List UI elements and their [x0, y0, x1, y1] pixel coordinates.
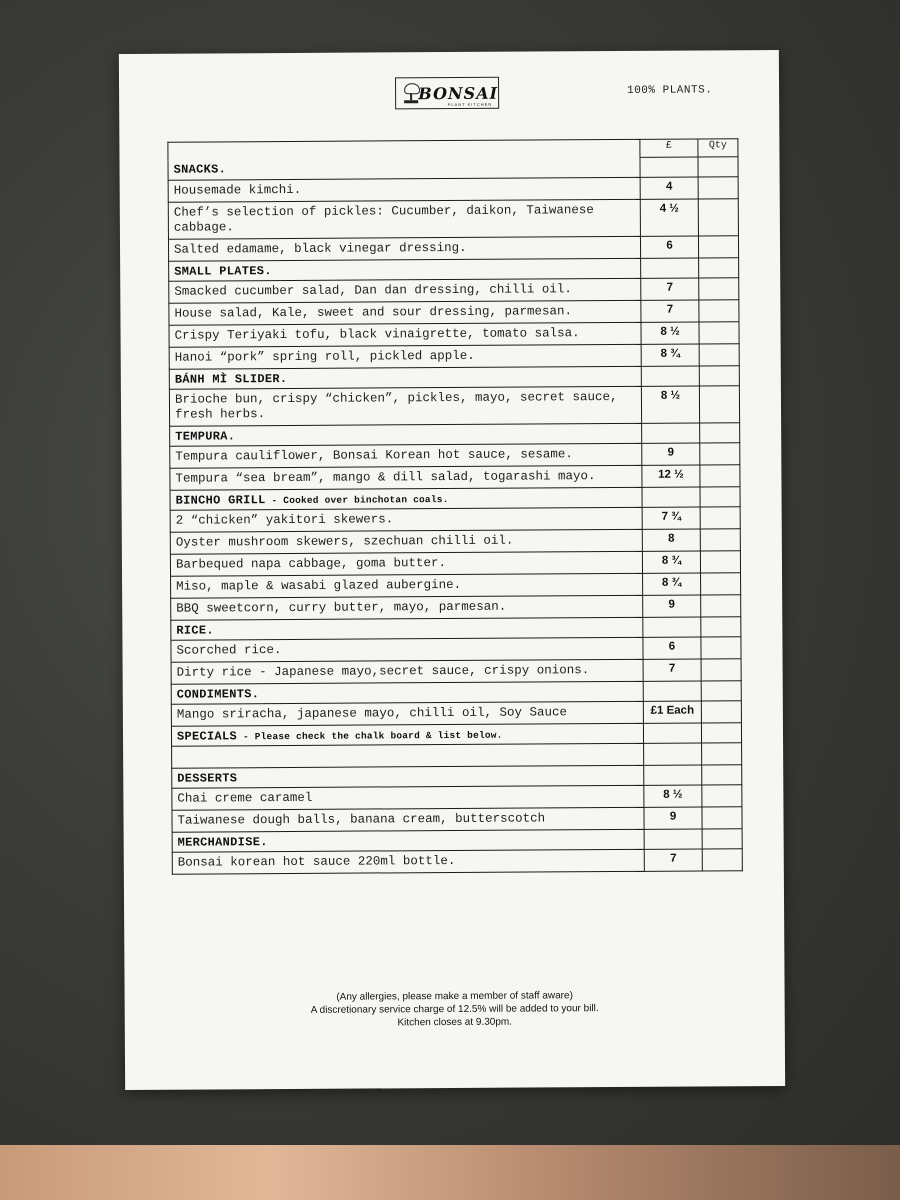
service-charge-note: A discretionary service charge of 12.5% will be added to your bill. — [310, 1003, 599, 1016]
menu-item-name: Chai creme caramel — [172, 785, 644, 810]
menu-item-name: Salted edamame, black vinegar dressing. — [168, 236, 640, 261]
section-title-text: SNACKS. — [173, 162, 227, 177]
section-title-text: SPECIALS — [176, 728, 238, 744]
section-note: - Please check the chalk board & list below. — [236, 729, 503, 742]
section-title-text: BINCHO GRILL — [175, 492, 266, 508]
section-qty-cell — [702, 765, 742, 785]
menu-item-row — [172, 849, 742, 874]
menu-item-name: Barbequed napa cabbage, goma butter. — [170, 551, 642, 576]
menu-item-qty-box[interactable] — [698, 199, 738, 236]
section-title-text: BÁNH MÌ SLIDER. — [174, 371, 288, 387]
menu-item-price: 4 — [640, 177, 698, 199]
menu-table — [167, 138, 742, 874]
section-qty-cell — [699, 258, 739, 278]
floor-background — [0, 1145, 900, 1200]
menu-item-price: 12 ½ — [642, 465, 700, 487]
allergy-note: (Any allergies, please make a member of staff aware) — [336, 990, 573, 1003]
menu-item-name: Smacked cucumber salad, Dan dan dressing, chilli oil. — [169, 278, 641, 303]
section-price-cell — [644, 829, 702, 849]
section-price-cell — [642, 423, 700, 443]
menu-item-qty-box[interactable] — [699, 344, 739, 366]
menu-item-price: £1 Each — [643, 701, 701, 723]
menu-footer — [125, 988, 785, 1031]
section-title-text: RICE. — [176, 622, 214, 638]
kitchen-hours-note: Kitchen closes at 9.30pm. — [397, 1016, 513, 1029]
menu-item-qty-box[interactable] — [698, 236, 738, 258]
menu-item-qty-box[interactable] — [700, 465, 740, 487]
section-qty-cell — [701, 617, 741, 637]
section-qty-cell — [702, 829, 742, 849]
menu-item-name: BBQ sweetcorn, curry butter, mayo, parmesan. — [171, 595, 643, 620]
menu-item-price: 9 — [642, 443, 700, 465]
section-title-text: SMALL PLATES. — [174, 263, 272, 279]
section-price-cell — [643, 617, 701, 637]
menu-item-price: 6 — [643, 637, 701, 659]
menu-item-price: 8 ½ — [641, 322, 699, 344]
section-qty-cell — [698, 157, 738, 177]
section-price-cell — [644, 765, 702, 785]
menu-item-name: Hanoi “pork” spring roll, pickled apple. — [169, 344, 641, 369]
section-price-cell — [641, 366, 699, 386]
menu-item-qty-box[interactable] — [699, 300, 739, 322]
bonsai-logo — [395, 77, 499, 110]
menu-item-name: 2 “chicken” yakitori skewers. — [170, 507, 642, 532]
menu-item-name: Brioche bun, crispy “chicken”, pickles, mayo, secret sauce, fresh herbs. — [169, 386, 641, 426]
section-price-cell — [643, 723, 701, 743]
logo-text: BONSAI — [418, 83, 499, 103]
menu-item-name: Bonsai korean hot sauce 220ml bottle. — [172, 849, 644, 874]
menu-item-qty-box[interactable] — [699, 386, 739, 423]
menu-item-qty-box[interactable] — [699, 278, 739, 300]
menu-item-name — [172, 743, 644, 768]
menu-item-price: 7 — [644, 849, 702, 871]
header-price: £ — [640, 139, 698, 157]
section-qty-cell — [701, 681, 741, 701]
section-qty-cell — [700, 423, 740, 443]
menu-item-qty-box[interactable] — [702, 743, 742, 765]
menu-item-qty-box[interactable] — [702, 807, 742, 829]
section-title-text: DESSERTS — [177, 770, 238, 786]
menu-item-name: House salad, Kale, sweet and sour dressing, parmesan. — [169, 300, 641, 325]
bonsai-tree-icon — [402, 83, 414, 103]
section-title-text: MERCHANDISE. — [177, 834, 268, 850]
section-qty-cell — [700, 487, 740, 507]
menu-item-name: Tempura cauliflower, Bonsai Korean hot sauce, sesame. — [170, 443, 642, 468]
menu-item-price: 8 ¾ — [641, 344, 699, 366]
menu-item-qty-box[interactable] — [702, 849, 742, 871]
logo-subtitle: PLANT KITCHEN — [447, 101, 493, 108]
section-title-text: CONDIMENTS. — [176, 686, 260, 702]
menu-item-row — [169, 386, 739, 426]
section-qty-cell — [701, 723, 741, 743]
menu-item-qty-box[interactable] — [702, 785, 742, 807]
menu-item-name: Crispy Teriyaki tofu, black vinaigrette, tomato salsa. — [169, 322, 641, 347]
menu-sheet — [119, 50, 785, 1090]
menu-item-price: 8 ¾ — [643, 573, 701, 595]
menu-item-name: Oyster mushroom skewers, szechuan chilli oil. — [170, 529, 642, 554]
section-title-text: TEMPURA. — [175, 428, 236, 444]
menu-item-price — [644, 743, 702, 765]
menu-item-qty-box[interactable] — [698, 177, 738, 199]
menu-item-qty-box[interactable] — [701, 573, 741, 595]
menu-item-qty-box[interactable] — [701, 701, 741, 723]
menu-item-qty-box[interactable] — [699, 322, 739, 344]
header-qty: Qty — [698, 139, 738, 157]
menu-item-price: 8 ¾ — [642, 551, 700, 573]
menu-item-price: 7 — [643, 659, 701, 681]
tagline: 100% PLANTS. — [627, 84, 713, 97]
menu-item-price: 9 — [643, 595, 701, 617]
menu-item-qty-box[interactable] — [701, 659, 741, 681]
menu-item-price: 8 — [642, 529, 700, 551]
menu-item-qty-box[interactable] — [700, 551, 740, 573]
menu-item-qty-box[interactable] — [701, 595, 741, 617]
menu-item-name: Taiwanese dough balls, banana cream, butterscotch — [172, 807, 644, 832]
section-note: - Cooked over binchotan coals. — [265, 493, 449, 506]
menu-item-qty-box[interactable] — [700, 529, 740, 551]
menu-item-row — [168, 199, 738, 239]
menu-item-price: 6 — [640, 236, 698, 258]
menu-item-name: Chef’s selection of pickles: Cucumber, daikon, Taiwanese cabbage. — [168, 199, 640, 239]
menu-item-price: 8 ½ — [644, 785, 702, 807]
menu-item-price: 4 ½ — [640, 199, 698, 236]
menu-item-price: 9 — [644, 807, 702, 829]
menu-item-qty-box[interactable] — [701, 637, 741, 659]
menu-item-price: 7 — [641, 278, 699, 300]
menu-item-name: Housemade kimchi. — [168, 177, 640, 202]
menu-item-qty-box[interactable] — [700, 507, 740, 529]
section-price-cell — [642, 487, 700, 507]
section-price-cell — [641, 258, 699, 278]
menu-item-price: 8 ½ — [641, 386, 699, 423]
section-qty-cell — [699, 366, 739, 386]
section-price-cell — [643, 681, 701, 701]
menu-item-price: 7 — [641, 300, 699, 322]
menu-item-name: Dirty rice - Japanese mayo,secret sauce, crispy onions. — [171, 659, 643, 684]
menu-item-price: 7 ¾ — [642, 507, 700, 529]
menu-item-name: Miso, maple & wasabi glazed aubergine. — [171, 573, 643, 598]
menu-item-name: Scorched rice. — [171, 637, 643, 662]
menu-item-name: Mango sriracha, japanese mayo, chilli oil, Soy Sauce — [171, 701, 643, 726]
section-price-cell — [640, 157, 698, 177]
menu-item-qty-box[interactable] — [700, 443, 740, 465]
menu-item-name: Tempura “sea bream”, mango & dill salad, togarashi mayo. — [170, 465, 642, 490]
